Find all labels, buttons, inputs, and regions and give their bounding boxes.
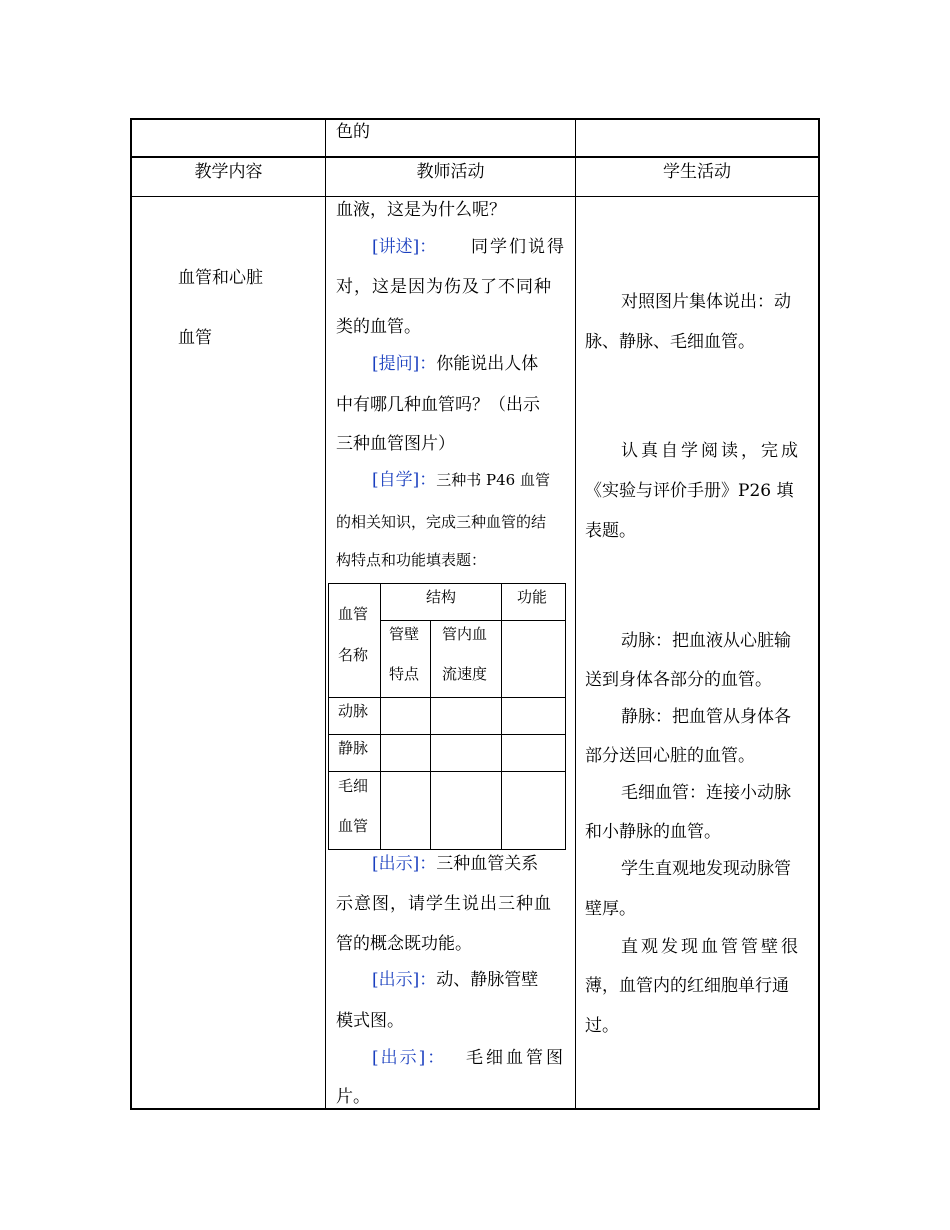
student-line: 动脉：把血液从心脏输 <box>621 631 791 651</box>
teacher-line: 血液，这是为什么呢？ <box>336 200 506 220</box>
header-top-border <box>130 156 820 158</box>
flow-header: 流速度 <box>442 665 488 683</box>
show-tag: [出示]： <box>372 1048 447 1068</box>
teacher-paragraph-selfstudy <box>372 470 550 490</box>
header-bottom-border <box>130 196 820 197</box>
teacher-line: 你能说出人体 <box>436 354 539 374</box>
inner-table-border <box>565 583 566 850</box>
teacher-line: 片。 <box>336 1087 370 1107</box>
teacher-paragraph-lecture <box>372 237 566 257</box>
student-line: 表题。 <box>585 521 636 541</box>
student-line: 壁厚。 <box>585 899 636 919</box>
teacher-paragraph-show-relation <box>372 854 538 874</box>
student-line: 脉、静脉、毛细血管。 <box>585 332 755 352</box>
table-left-border <box>130 118 132 1110</box>
teacher-line: 构特点和功能填表题： <box>336 551 487 569</box>
question-tag: [提问]： <box>372 354 437 374</box>
inner-table-border <box>328 734 566 735</box>
teacher-line: 的相关知识，完成三种血管的结 <box>336 513 547 531</box>
teacher-line: 三种书 P46 血管 <box>436 471 550 489</box>
table-top-border <box>130 118 820 120</box>
wall-header: 管壁 <box>389 625 420 643</box>
vessel-name-header: 血管 <box>338 605 369 623</box>
inner-table-border <box>328 583 566 584</box>
inner-table-border <box>501 583 502 850</box>
show-tag: [出示]： <box>372 854 437 874</box>
teacher-line: 管的概念既功能。 <box>336 934 472 954</box>
student-line: 《实验与评价手册》P26 填 <box>585 481 794 501</box>
teacher-line: 对，这是因为伤及了不同种 <box>336 277 552 297</box>
inner-table-border <box>380 620 566 621</box>
teacher-paragraph-question <box>372 354 538 374</box>
student-line: 直观发现血管管壁很 <box>621 937 801 957</box>
lecture-tag: [讲述]： <box>372 237 437 257</box>
table-right-border <box>818 118 820 1110</box>
header-teaching-content: 教学内容 <box>194 162 263 182</box>
col-divider-1 <box>325 118 326 1110</box>
teacher-line: 同学们说得 <box>471 237 566 257</box>
vessel-name-header: 名称 <box>338 646 369 664</box>
inner-table-border <box>430 620 431 850</box>
structure-header: 结构 <box>426 588 457 606</box>
inner-table-border <box>380 583 381 850</box>
teacher-line: 类的血管。 <box>336 317 421 337</box>
selfstudy-tag: [自学]： <box>372 470 437 490</box>
teacher-line: 动、静脉管壁 <box>436 970 539 990</box>
student-line: 毛细血管：连接小动脉 <box>621 783 791 803</box>
header-student-activity: 学生活动 <box>663 162 731 182</box>
row-capillary: 毛细 <box>338 777 369 795</box>
function-header: 功能 <box>517 588 548 606</box>
inner-table-border <box>328 849 566 850</box>
teacher-line: 中有哪几种血管吗？（出示 <box>336 395 540 415</box>
student-line: 学生直观地发现动脉管 <box>621 859 791 879</box>
row-capillary: 血管 <box>338 817 369 835</box>
student-line: 薄，血管内的红细胞单行通 <box>585 976 789 996</box>
student-line: 和小静脉的血管。 <box>585 822 721 842</box>
content-subtopic: 血管 <box>178 328 212 348</box>
content-topic: 血管和心脏 <box>178 268 263 288</box>
header-teacher-activity: 教师活动 <box>416 162 485 182</box>
teacher-paragraph-show-capillary <box>372 1048 566 1068</box>
flow-header: 管内血 <box>442 625 488 643</box>
teacher-paragraph-show-wall <box>372 970 538 990</box>
student-line: 过。 <box>585 1016 619 1036</box>
table-bottom-border <box>130 1108 820 1110</box>
col-divider-2 <box>575 118 576 1110</box>
student-line: 静脉：把血管从身体各 <box>621 707 791 727</box>
student-line: 认真自学阅读，完成 <box>621 441 801 461</box>
teacher-continuation: 色的 <box>336 122 370 142</box>
row-vein: 静脉 <box>338 739 369 757</box>
student-line: 对照图片集体说出：动 <box>621 292 791 312</box>
teacher-line: 三种血管图片） <box>336 434 455 454</box>
teacher-line: 模式图。 <box>336 1011 404 1031</box>
show-tag: [出示]： <box>372 970 437 990</box>
teacher-line: 三种血管关系 <box>436 854 539 874</box>
teacher-line: 毛细血管图 <box>466 1048 566 1068</box>
inner-table-border <box>328 771 566 772</box>
inner-table-border <box>328 697 566 698</box>
student-line: 送到身体各部分的血管。 <box>585 670 772 690</box>
row-artery: 动脉 <box>338 702 369 720</box>
wall-header: 特点 <box>389 665 420 683</box>
inner-table-border <box>328 583 329 850</box>
teacher-line: 示意图，请学生说出三种血 <box>336 894 552 914</box>
student-line: 部分送回心脏的血管。 <box>585 746 755 766</box>
